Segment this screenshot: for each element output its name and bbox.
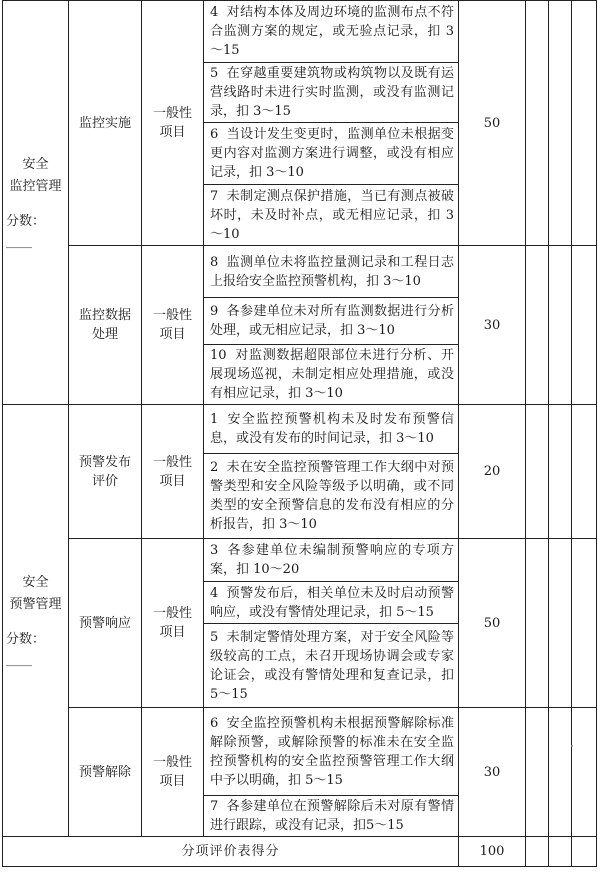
category-cell (3, 405, 69, 837)
item-number: 5 (210, 629, 219, 645)
check-item (204, 454, 459, 539)
subsection-name-line: 评价 (91, 473, 118, 489)
check-item (204, 539, 459, 582)
deduction-cell[interactable] (526, 1, 549, 246)
item-number: 9 (210, 304, 219, 319)
item-type-line: 一般性 (152, 755, 192, 770)
item-type-line: 项目 (159, 125, 186, 140)
item-number: 6 (210, 127, 219, 142)
subsection-name-line: 监控数据 (78, 308, 131, 323)
remark-cell[interactable] (572, 539, 597, 708)
table-row (3, 246, 597, 298)
points-cell (459, 708, 526, 837)
subsection-name-line: 预警响应 (78, 615, 131, 631)
item-type (142, 1, 204, 246)
item-type-line: 一般性 (152, 454, 192, 470)
points-value: 50 (483, 615, 501, 631)
item-number: 2 (210, 460, 219, 475)
item-text: 未制定测点保护措施，当已有测点被破坏时，未及时补点，或无相应记录，扣 3～10 (210, 188, 454, 242)
item-number: 8 (210, 254, 219, 270)
points-cell (459, 1, 526, 246)
deduction-cell[interactable] (526, 708, 549, 837)
check-item (204, 63, 459, 123)
points-value: 30 (483, 764, 501, 780)
deduction-cell[interactable] (526, 405, 549, 539)
table-row (3, 539, 597, 582)
item-number: 7 (210, 799, 219, 814)
subsection-name (69, 708, 142, 837)
check-item (204, 708, 459, 796)
deduction-cell[interactable] (526, 246, 549, 405)
item-type-line: 一般性 (152, 308, 192, 323)
check-item (204, 624, 459, 708)
actual-score-cell[interactable] (549, 405, 572, 539)
item-number: 5 (210, 66, 219, 81)
remark-cell[interactable] (572, 708, 597, 837)
points-cell (459, 246, 526, 405)
item-type-line: 项目 (159, 473, 186, 489)
actual-score-cell[interactable] (549, 246, 572, 405)
category-cell (3, 1, 69, 405)
item-number: 1 (210, 412, 219, 427)
item-text: 安全监控预警机构未根据预警解除标准解除预警，或解除预警的标准未在安全监控预警机构的安全监控预警管理工作大纲中予以明确，扣 5～15 (210, 715, 454, 788)
check-item (204, 345, 459, 405)
points-value: 30 (483, 317, 501, 333)
subsection-name (69, 246, 142, 405)
item-type-line: 一般性 (152, 106, 192, 121)
item-text: 未制定警情处理方案，对于安全风险等级较高的工点，未召开现场协调会或专家论证会，或没有警情处理和复查记录，扣 5～15 (210, 629, 454, 702)
item-type-line: 一般性 (152, 606, 192, 621)
item-text: 安全监控预警机构未及时发布预警信息，或没有发布的时间记录，扣 3～10 (210, 412, 454, 446)
item-type (142, 708, 204, 837)
category-name: 监控管理 (9, 178, 62, 194)
actual-score-cell[interactable] (549, 539, 572, 708)
actual-score-cell[interactable] (549, 1, 572, 246)
item-text: 预警发布后，相关单位未及时启动预警响应，或没有警情处理记录，扣 5～15 (210, 585, 454, 620)
item-type-line: 项目 (159, 327, 186, 342)
total-row (3, 837, 597, 867)
item-text: 监测单位未将监控量测记录和工程日志上报给安全监控预警机构，扣 3～10 (210, 254, 454, 289)
item-text: 各参建单位未对所有监测数据进行分析处理，或无相应记录，扣 3～10 (210, 304, 454, 338)
item-type (142, 405, 204, 539)
check-item (204, 185, 459, 246)
check-item (204, 298, 459, 345)
item-text: 在穿越重要建筑物或构筑物以及既有运营线路时未进行实时监测，或没有监测记录，扣 3～15 (210, 66, 454, 119)
subsection-name-line: 监控实施 (78, 115, 131, 131)
score-field[interactable]: 分数：____ (6, 631, 46, 667)
category-name: 安全 (22, 156, 49, 172)
subsection-name (69, 539, 142, 708)
check-item (204, 582, 459, 624)
total-remark-cell[interactable] (572, 837, 597, 867)
total-deduction-cell[interactable] (526, 837, 549, 867)
evaluation-table (2, 0, 597, 867)
item-type (142, 539, 204, 708)
subsection-name-line: 预警解除 (78, 764, 131, 780)
remark-cell[interactable] (572, 405, 597, 539)
category-name: 安全 (22, 574, 49, 590)
remark-cell[interactable] (572, 1, 597, 246)
category-name: 预警管理 (9, 596, 62, 612)
total-actual-score-cell[interactable] (549, 837, 572, 867)
item-text: 各参建单位未编制预警响应的专项方案，扣 10～20 (210, 543, 454, 577)
item-text: 各参建单位在预警解除后未对原有警情进行跟踪，或没有记录，扣5～15 (210, 799, 454, 833)
subsection-name-line: 处理 (91, 327, 118, 342)
points-value: 20 (483, 464, 501, 479)
item-text: 未在安全监控预警管理工作大纲中对预警类型和安全风险等级予以明确，或不同类型的安全预警信息的发布没有相应的分析报告，扣 3～10 (210, 460, 454, 532)
remark-cell[interactable] (572, 246, 597, 405)
item-text: 对监测数据超限部位未进行分析、开展现场巡视，未制定相应处理措施，或没有相应记录，扣 3～10 (210, 348, 454, 401)
deduction-cell[interactable] (526, 539, 549, 708)
item-number: 4 (210, 585, 219, 601)
points-value: 50 (483, 115, 501, 131)
item-text: 当设计发生变更时，监测单位未根据变更内容对监测方案进行调整，或没有相应记录，扣 3～10 (210, 127, 454, 180)
check-item (204, 246, 459, 298)
score-field[interactable]: 分数：____ (6, 213, 46, 249)
item-type-line: 项目 (159, 625, 186, 640)
subsection-name (69, 1, 142, 246)
total-label: 分项评价表得分 (3, 837, 459, 867)
scan-speck (571, 745, 573, 747)
item-number: 4 (210, 5, 219, 20)
check-item (204, 1, 459, 63)
table-row (3, 405, 597, 454)
item-number: 7 (210, 188, 219, 204)
item-number: 6 (210, 715, 219, 731)
item-type-line: 项目 (159, 774, 186, 789)
subsection-name (69, 405, 142, 539)
subsection-name-line: 预警发布 (78, 454, 131, 470)
points-cell (459, 539, 526, 708)
table-row (3, 708, 597, 796)
item-number: 10 (210, 348, 227, 363)
actual-score-cell[interactable] (549, 708, 572, 837)
check-item (204, 405, 459, 454)
total-points: 100 (459, 837, 526, 867)
item-number: 3 (210, 543, 219, 558)
check-item (204, 796, 459, 837)
table-row (3, 1, 597, 63)
item-type (142, 246, 204, 405)
points-cell (459, 405, 526, 539)
item-text: 对结构本体及周边环境的监测布点不符合监测方案的规定，或无验点记录，扣 3～15 (210, 5, 454, 58)
check-item (204, 123, 459, 185)
